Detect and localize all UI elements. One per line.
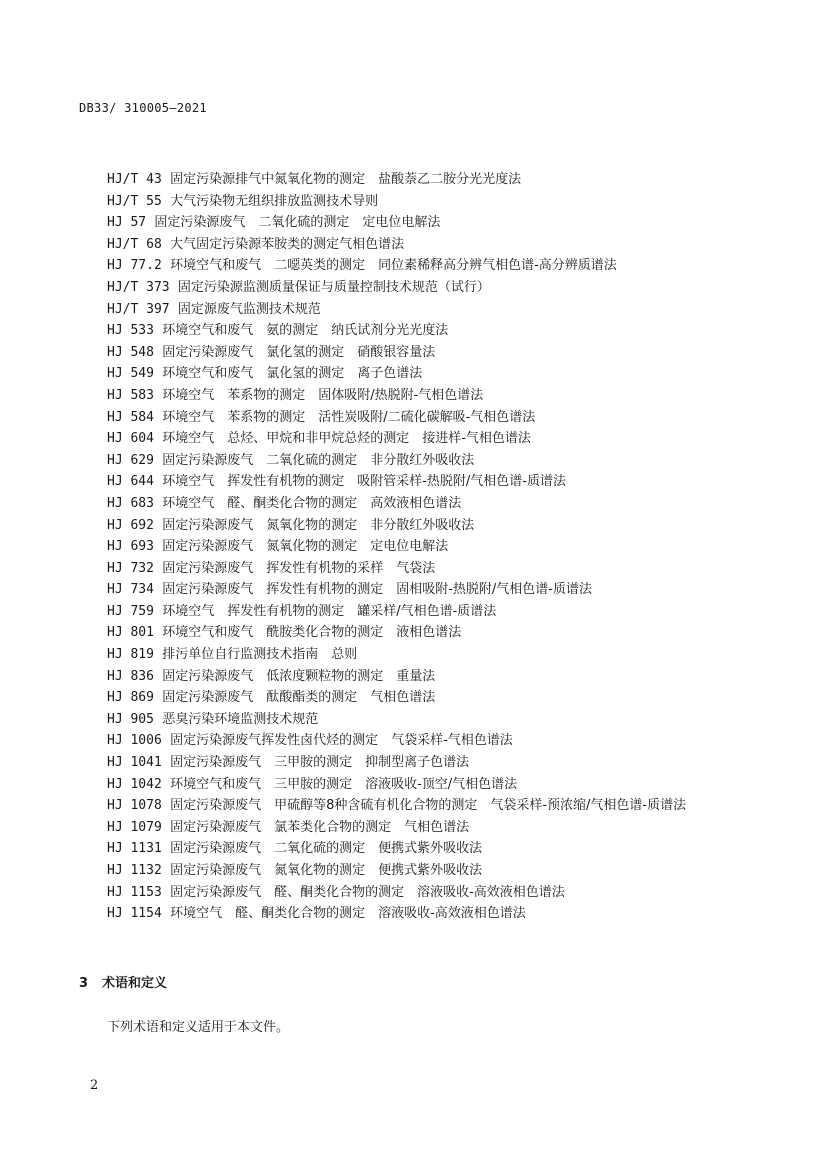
reference-title: 环境空气 苯系物的测定 固体吸附/热脱附-气相色谱法 bbox=[162, 387, 484, 403]
reference-item bbox=[79, 666, 739, 688]
reference-item bbox=[79, 407, 739, 429]
reference-title: 固定污染源废气 二氧化硫的测定 便携式紫外吸收法 bbox=[170, 841, 483, 857]
reference-code: HJ 692 bbox=[107, 517, 154, 533]
reference-code: HJ 629 bbox=[107, 452, 154, 468]
reference-code: HJ 1153 bbox=[107, 884, 162, 900]
reference-item bbox=[79, 601, 739, 623]
reference-title: 环境空气 总烃、甲烷和非甲烷总烃的测定 接进样-气相色谱法 bbox=[162, 431, 531, 447]
reference-title: 固定污染源废气 酞酸酯类的测定 气相色谱法 bbox=[162, 690, 436, 706]
reference-title: 排污单位自行监测技术指南 总则 bbox=[162, 647, 358, 663]
reference-code: HJ/T 397 bbox=[107, 301, 170, 317]
reference-item bbox=[79, 191, 739, 213]
reference-title: 固定污染源废气 氯化氢的测定 硝酸银容量法 bbox=[162, 344, 436, 360]
reference-code: HJ 1006 bbox=[107, 733, 162, 749]
reference-title: 固定污染源废气 氮氧化物的测定 非分散红外吸收法 bbox=[162, 517, 475, 533]
reference-title: 固定污染源废气 氮氧化物的测定 便携式紫外吸收法 bbox=[170, 863, 483, 878]
normative-references-list bbox=[79, 169, 739, 925]
reference-title: 环境空气 醛、酮类化合物的测定 溶液吸收-高效液相色谱法 bbox=[170, 906, 526, 922]
reference-title: 固定污染源废气 氮氧化物的测定 定电位电解法 bbox=[162, 539, 449, 555]
reference-code: HJ 1078 bbox=[107, 798, 162, 814]
reference-title: 环境空气和废气 氯化氢的测定 离子色谱法 bbox=[162, 366, 423, 382]
reference-code: HJ 759 bbox=[107, 603, 154, 619]
reference-code: HJ 584 bbox=[107, 409, 154, 425]
reference-code: HJ 836 bbox=[107, 668, 154, 684]
reference-title: 环境空气 挥发性有机物的测定 吸附管采样-热脱附/气相色谱-质谱法 bbox=[162, 474, 566, 490]
reference-code: HJ 869 bbox=[107, 690, 154, 706]
section-number: 3 bbox=[79, 976, 89, 991]
reference-item bbox=[79, 579, 739, 601]
reference-code: HJ 693 bbox=[107, 539, 154, 555]
reference-item bbox=[79, 515, 739, 537]
reference-code: HJ 732 bbox=[107, 560, 154, 576]
reference-title: 固定源废气监测技术规范 bbox=[177, 301, 321, 317]
reference-title: 恶臭污染环境监测技术规范 bbox=[162, 711, 319, 727]
reference-title: 固定污染源废气 二氧化硫的测定 定电位电解法 bbox=[154, 215, 441, 231]
reference-title: 固定污染源监测质量保证与质量控制技术规范（试行） bbox=[177, 279, 490, 295]
reference-item bbox=[79, 558, 739, 580]
reference-code: HJ 819 bbox=[107, 647, 154, 663]
reference-item bbox=[79, 363, 739, 385]
reference-code: HJ 644 bbox=[107, 474, 154, 490]
reference-title: 固定污染源废气 挥发性有机物的采样 气袋法 bbox=[162, 560, 436, 576]
reference-item bbox=[79, 730, 739, 752]
reference-item bbox=[79, 342, 739, 364]
reference-item bbox=[79, 169, 739, 191]
reference-title: 环境空气和废气 三甲胺的测定 溶液吸收-顶空/气相色谱法 bbox=[170, 776, 518, 792]
reference-code: HJ 801 bbox=[107, 625, 154, 641]
reference-code: HJ 683 bbox=[107, 495, 154, 511]
reference-code: HJ 1041 bbox=[107, 755, 162, 771]
reference-code: HJ 1042 bbox=[107, 776, 162, 792]
reference-title: 固定污染源废气 氯苯类化合物的测定 气相色谱法 bbox=[170, 819, 470, 835]
reference-item bbox=[79, 234, 739, 256]
page-number: 2 bbox=[90, 1078, 99, 1093]
reference-item bbox=[79, 428, 739, 450]
reference-item bbox=[79, 817, 739, 839]
reference-code: HJ 77.2 bbox=[107, 258, 162, 274]
reference-title: 大气污染物无组织排放监测技术导则 bbox=[170, 193, 379, 209]
reference-item bbox=[79, 320, 739, 342]
reference-title: 固定污染源排气中氮氧化物的测定 盐酸萘乙二胺分光光度法 bbox=[170, 172, 522, 187]
reference-item bbox=[79, 385, 739, 407]
reference-item bbox=[79, 860, 739, 882]
reference-item bbox=[79, 212, 739, 234]
reference-item bbox=[79, 299, 739, 321]
reference-title: 环境空气 苯系物的测定 活性炭吸附/二硫化碳解吸-气相色谱法 bbox=[162, 409, 536, 425]
reference-code: HJ 533 bbox=[107, 323, 154, 339]
reference-item bbox=[79, 903, 739, 925]
reference-title: 固定污染源废气挥发性卤代烃的测定 气袋采样-气相色谱法 bbox=[170, 733, 513, 749]
reference-code: HJ 1154 bbox=[107, 906, 162, 922]
reference-item bbox=[79, 709, 739, 731]
reference-item bbox=[79, 774, 739, 796]
reference-code: HJ 604 bbox=[107, 431, 154, 447]
reference-title: 环境空气 挥发性有机物的测定 罐采样/气相色谱-质谱法 bbox=[162, 603, 497, 619]
reference-code: HJ 583 bbox=[107, 387, 154, 403]
reference-item bbox=[79, 838, 739, 860]
reference-title: 固定污染源废气 三甲胺的测定 抑制型离子色谱法 bbox=[170, 755, 470, 771]
reference-title: 大气固定污染源苯胺类的测定气相色谱法 bbox=[170, 236, 405, 252]
reference-item bbox=[79, 277, 739, 299]
reference-code: HJ 549 bbox=[107, 366, 154, 382]
reference-code: HJ 1131 bbox=[107, 841, 162, 857]
reference-item bbox=[79, 493, 739, 515]
document-number: DB33/ 310005—2021 bbox=[79, 101, 207, 115]
reference-code: HJ 57 bbox=[107, 215, 147, 231]
reference-code: HJ 548 bbox=[107, 344, 154, 360]
reference-item bbox=[79, 255, 739, 277]
section-heading bbox=[79, 972, 167, 991]
reference-item bbox=[79, 450, 739, 472]
reference-item bbox=[79, 795, 739, 817]
reference-code: HJ 905 bbox=[107, 711, 154, 727]
reference-code: HJ/T 55 bbox=[107, 193, 162, 209]
reference-title: 固定污染源废气 低浓度颗粒物的测定 重量法 bbox=[162, 668, 436, 684]
reference-item bbox=[79, 687, 739, 709]
reference-item bbox=[79, 882, 739, 904]
reference-title: 环境空气和废气 酰胺类化合物的测定 液相色谱法 bbox=[162, 625, 462, 641]
reference-title: 固定污染源废气 醛、酮类化合物的测定 溶液吸收-高效液相色谱法 bbox=[170, 884, 565, 900]
reference-code: HJ 1132 bbox=[107, 863, 162, 878]
reference-code: HJ/T 43 bbox=[107, 172, 162, 187]
reference-code: HJ 734 bbox=[107, 582, 154, 598]
reference-item bbox=[79, 471, 739, 493]
reference-item bbox=[79, 644, 739, 666]
reference-title: 固定污染源废气 挥发性有机物的测定 固相吸附-热脱附/气相色谱-质谱法 bbox=[162, 582, 592, 598]
reference-title: 环境空气和废气 二噁英类的测定 同位素稀释高分辨气相色谱-高分辨质谱法 bbox=[170, 258, 617, 274]
reference-item bbox=[79, 622, 739, 644]
reference-item bbox=[79, 536, 739, 558]
reference-code: HJ/T 373 bbox=[107, 279, 170, 295]
body-paragraph: 下列术语和定义适用于本文件。 bbox=[107, 1020, 290, 1035]
reference-title: 固定污染源废气 二氧化硫的测定 非分散红外吸收法 bbox=[162, 452, 475, 468]
reference-title: 环境空气和废气 氨的测定 纳氏试剂分光光度法 bbox=[162, 323, 449, 339]
reference-code: HJ 1079 bbox=[107, 819, 162, 835]
reference-title: 环境空气 醛、酮类化合物的测定 高效液相色谱法 bbox=[162, 495, 462, 511]
reference-code: HJ/T 68 bbox=[107, 236, 162, 252]
reference-title: 固定污染源废气 甲硫醇等8种含硫有机化合物的测定 气袋采样-预浓缩/气相色谱-质谱法 bbox=[170, 798, 687, 814]
reference-item bbox=[79, 752, 739, 774]
section-title: 术语和定义 bbox=[102, 976, 168, 991]
